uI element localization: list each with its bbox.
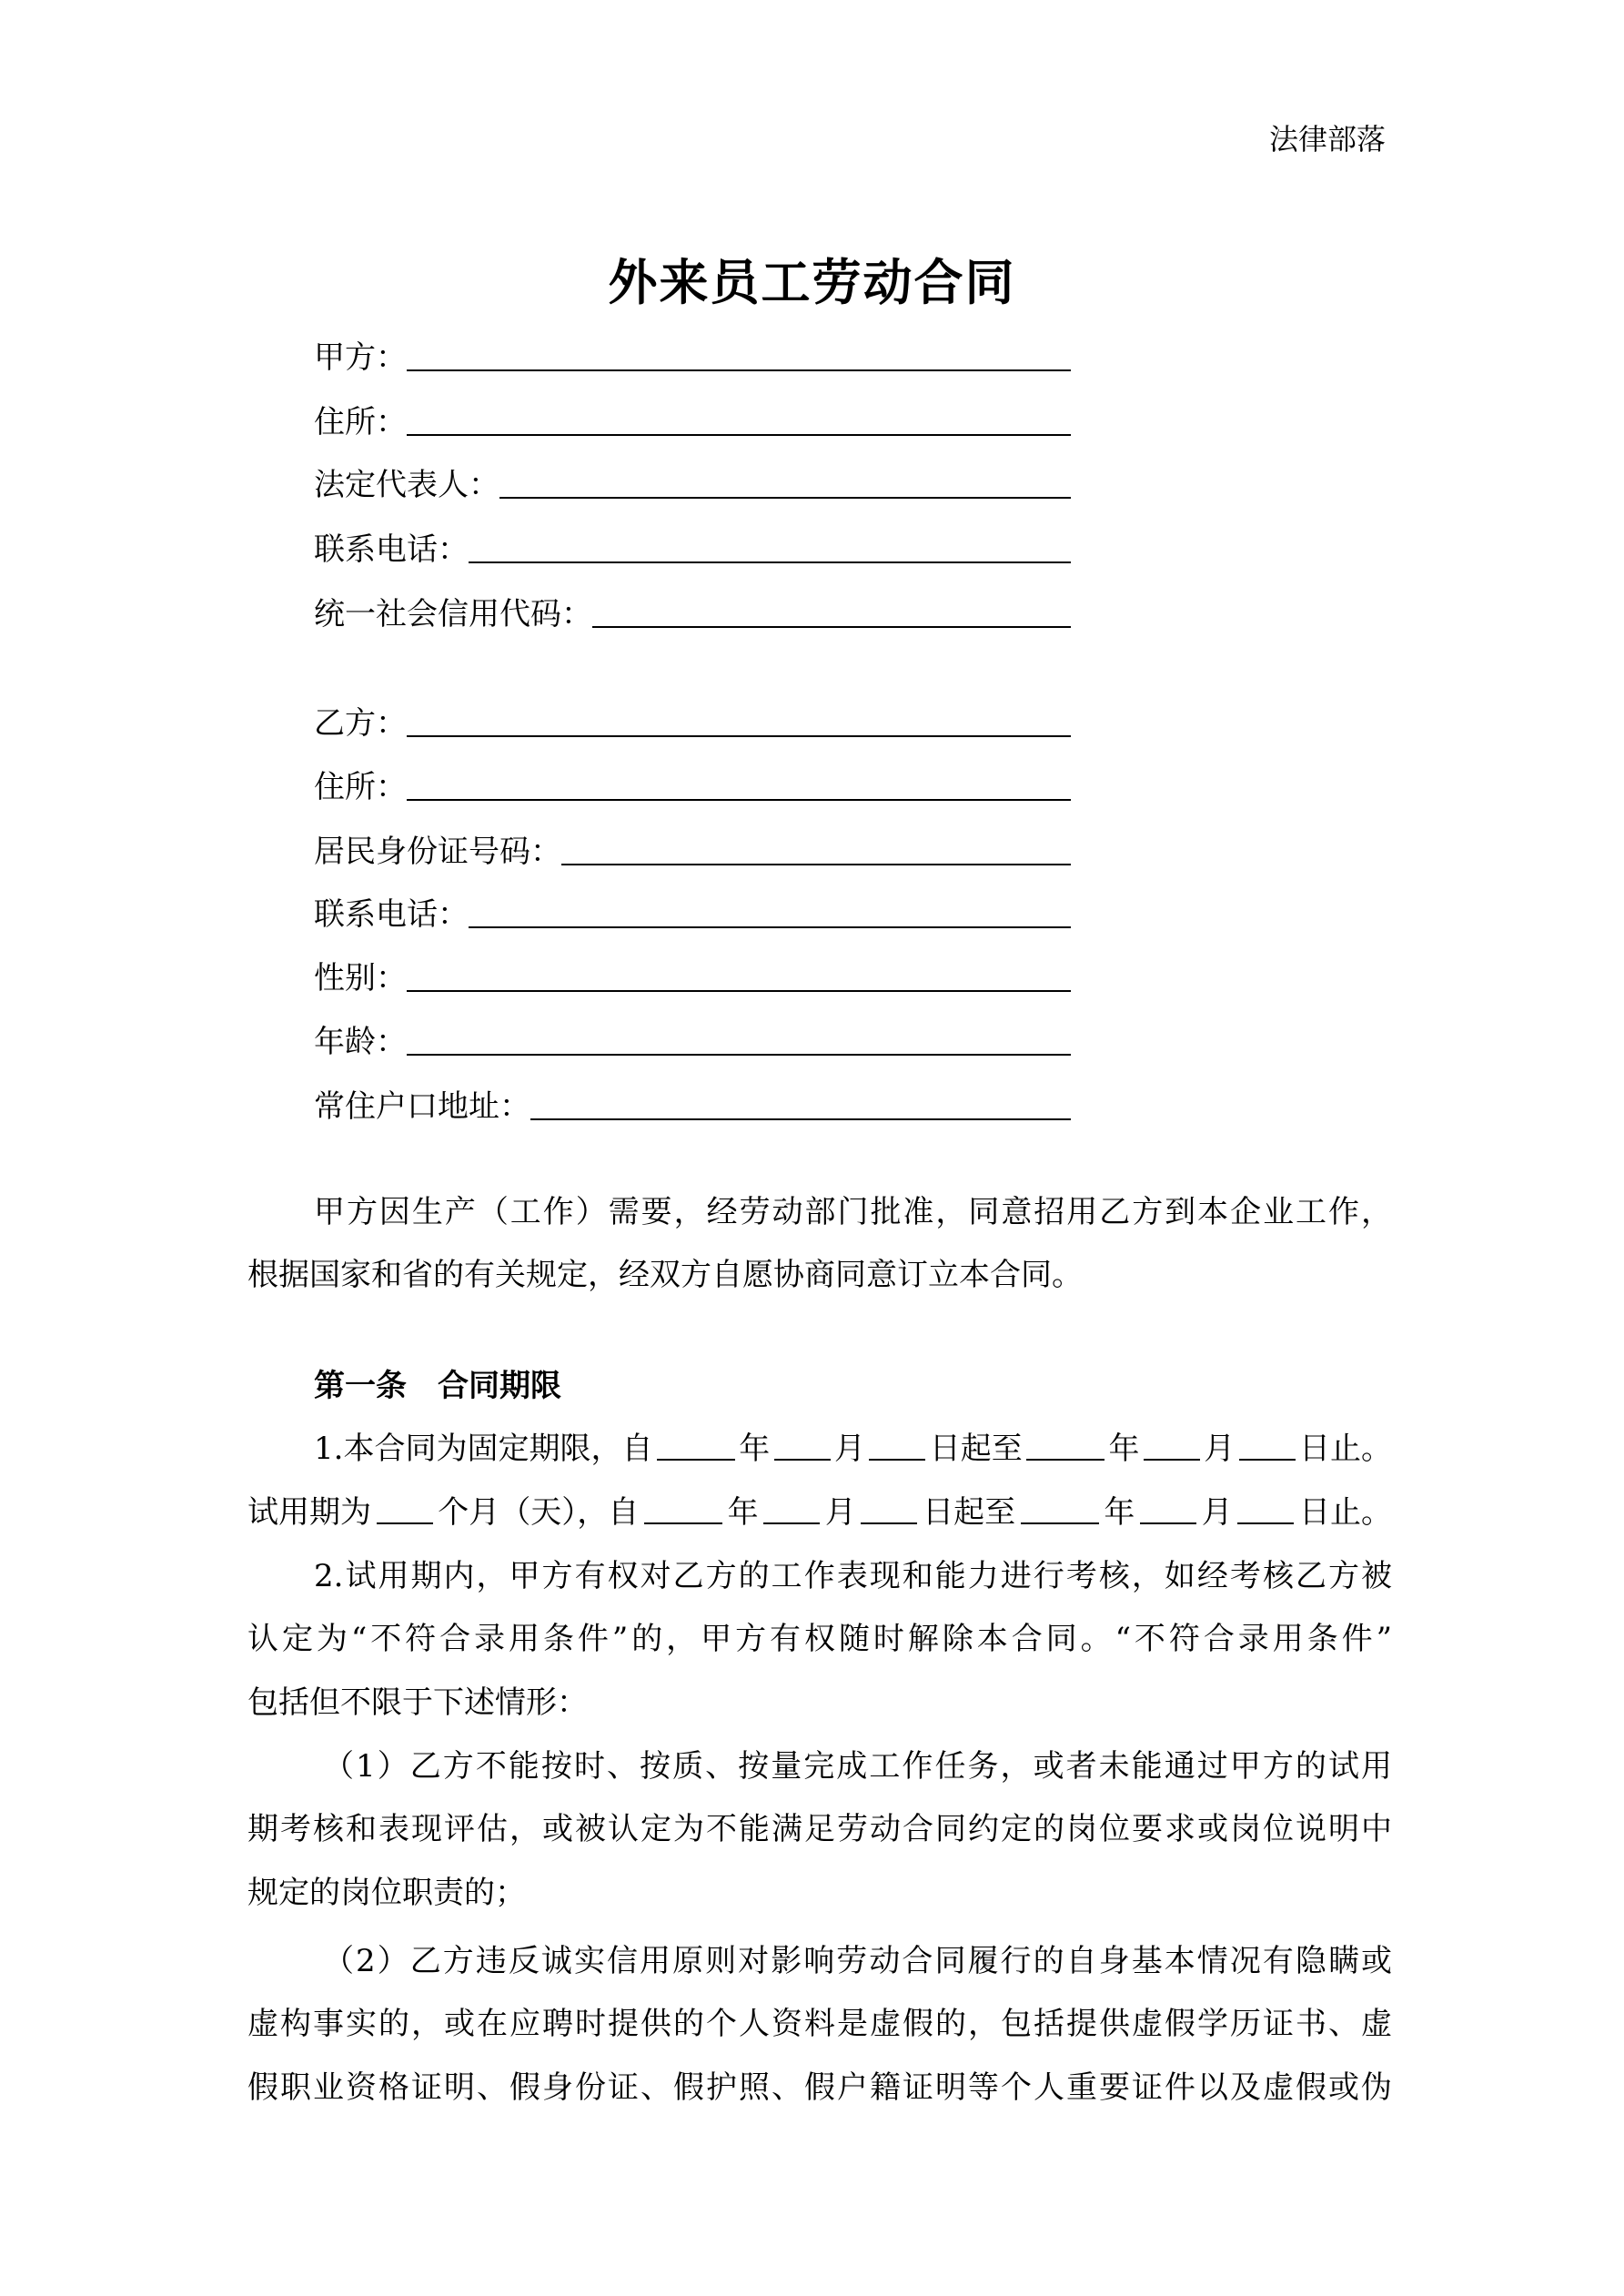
text: 月 <box>1204 1431 1236 1467</box>
item-1: （1）乙方不能按时、按质、按量完成工作任务，或者未能通过甲方的试用 <box>323 1748 1392 1785</box>
item-1: 规定的岗位职责的； <box>247 1875 526 1911</box>
blank-line <box>469 561 1071 563</box>
blank-day[interactable] <box>861 1492 917 1524</box>
party-a-legal-rep-field[interactable] <box>314 462 1071 504</box>
party-b-residence-field[interactable] <box>314 1084 1071 1126</box>
field-label: 住所： <box>314 404 407 440</box>
blank-year[interactable] <box>1026 1428 1105 1461</box>
party-b-gender-field[interactable] <box>314 956 1071 997</box>
clause-2: 2.试用期内，甲方有权对乙方的工作表现和能力进行考核，如经考核乙方被 <box>314 1558 1392 1594</box>
text: 年 <box>1104 1494 1135 1531</box>
party-b-phone-field[interactable] <box>314 892 1071 934</box>
header-brand: 法律部落 <box>1268 122 1386 157</box>
blank-line <box>407 433 1071 436</box>
field-label: 甲方： <box>314 339 407 376</box>
blank-year[interactable] <box>657 1428 735 1461</box>
blank-line <box>499 496 1071 499</box>
blank-day[interactable] <box>1237 1492 1294 1524</box>
text: 1.本合同为固定期限，自 <box>314 1431 653 1467</box>
blank-line <box>561 863 1071 865</box>
party-b-age-field[interactable] <box>314 1019 1071 1061</box>
blank-line <box>407 798 1071 801</box>
text: 月 <box>824 1494 856 1531</box>
intro-paragraph: 甲方因生产（工作）需要，经劳动部门批准，同意招用乙方到本企业工作， <box>314 1194 1392 1230</box>
blank-year[interactable] <box>1021 1492 1099 1524</box>
text: 个月（天），自 <box>438 1494 640 1531</box>
field-label: 年龄： <box>314 1024 407 1060</box>
field-label: 性别： <box>314 960 407 996</box>
field-label: 乙方： <box>314 705 407 742</box>
blank-line <box>530 1118 1071 1120</box>
party-a-phone-field[interactable] <box>314 527 1071 569</box>
field-label: 住所： <box>314 769 407 805</box>
clause-2: 包括但不限于下述情形： <box>247 1684 588 1721</box>
party-a-name-field[interactable] <box>314 335 1071 377</box>
item-2: 虚构事实的，或在应聘时提供的个人资料是虚假的，包括提供虚假学历证书、虚 <box>247 2006 1392 2042</box>
blank-line <box>592 625 1071 628</box>
party-b-address-field[interactable] <box>314 764 1071 806</box>
item-2: （2）乙方违反诚实信用原则对影响劳动合同履行的自身基本情况有隐瞒或 <box>323 1943 1392 1979</box>
blank-month[interactable] <box>774 1428 831 1461</box>
blank-day[interactable] <box>869 1428 925 1461</box>
blank-month[interactable] <box>763 1492 820 1524</box>
text: 年 <box>739 1431 771 1467</box>
text: 年 <box>1108 1431 1140 1467</box>
blank-month[interactable] <box>1140 1492 1196 1524</box>
text: 月 <box>833 1431 865 1467</box>
field-label: 居民身份证号码： <box>314 834 561 870</box>
document-title: 外来员工劳动合同 <box>608 253 1016 311</box>
party-b-id-field[interactable] <box>314 829 1071 871</box>
term-line <box>314 1428 1392 1470</box>
item-2: 假职业资格证明、假身份证、假护照、假户籍证明等个人重要证件以及虚假或伪 <box>247 2069 1392 2106</box>
blank-line <box>407 1053 1071 1056</box>
party-a-credit-code-field[interactable] <box>314 592 1071 633</box>
field-label: 常住户口地址： <box>314 1088 530 1125</box>
blank-month[interactable] <box>1144 1428 1200 1461</box>
blank-line <box>469 925 1071 928</box>
text: 日止。 <box>1298 1431 1392 1467</box>
probation-line <box>247 1492 1392 1533</box>
field-label: 联系电话： <box>314 896 469 933</box>
party-b-name-field[interactable] <box>314 701 1071 743</box>
field-label: 统一社会信用代码： <box>314 596 592 632</box>
article-heading: 第一条 合同期限 <box>314 1368 561 1404</box>
clause-2: 认定为“不符合录用条件”的，甲方有权随时解除本合同。“不符合录用条件” <box>247 1621 1392 1657</box>
text: 年 <box>727 1494 759 1531</box>
text: 试用期为 <box>247 1494 371 1531</box>
field-label: 联系电话： <box>314 531 469 568</box>
item-1: 期考核和表现评估，或被认定为不能满足劳动合同约定的岗位要求或岗位说明中 <box>247 1811 1392 1847</box>
intro-paragraph: 根据国家和省的有关规定，经双方自愿协商同意订立本合同。 <box>247 1257 1083 1293</box>
text: 日起至 <box>929 1431 1023 1467</box>
field-label: 法定代表人： <box>314 467 499 503</box>
blank-year[interactable] <box>644 1492 722 1524</box>
blank-line <box>407 989 1071 992</box>
blank-months[interactable] <box>377 1492 433 1524</box>
blank-day[interactable] <box>1239 1428 1296 1461</box>
text: 日起至 <box>923 1494 1016 1531</box>
blank-line <box>407 734 1071 737</box>
text: 日止。 <box>1298 1494 1392 1531</box>
blank-line <box>407 369 1071 371</box>
party-a-address-field[interactable] <box>314 400 1071 441</box>
text: 月 <box>1201 1494 1233 1531</box>
